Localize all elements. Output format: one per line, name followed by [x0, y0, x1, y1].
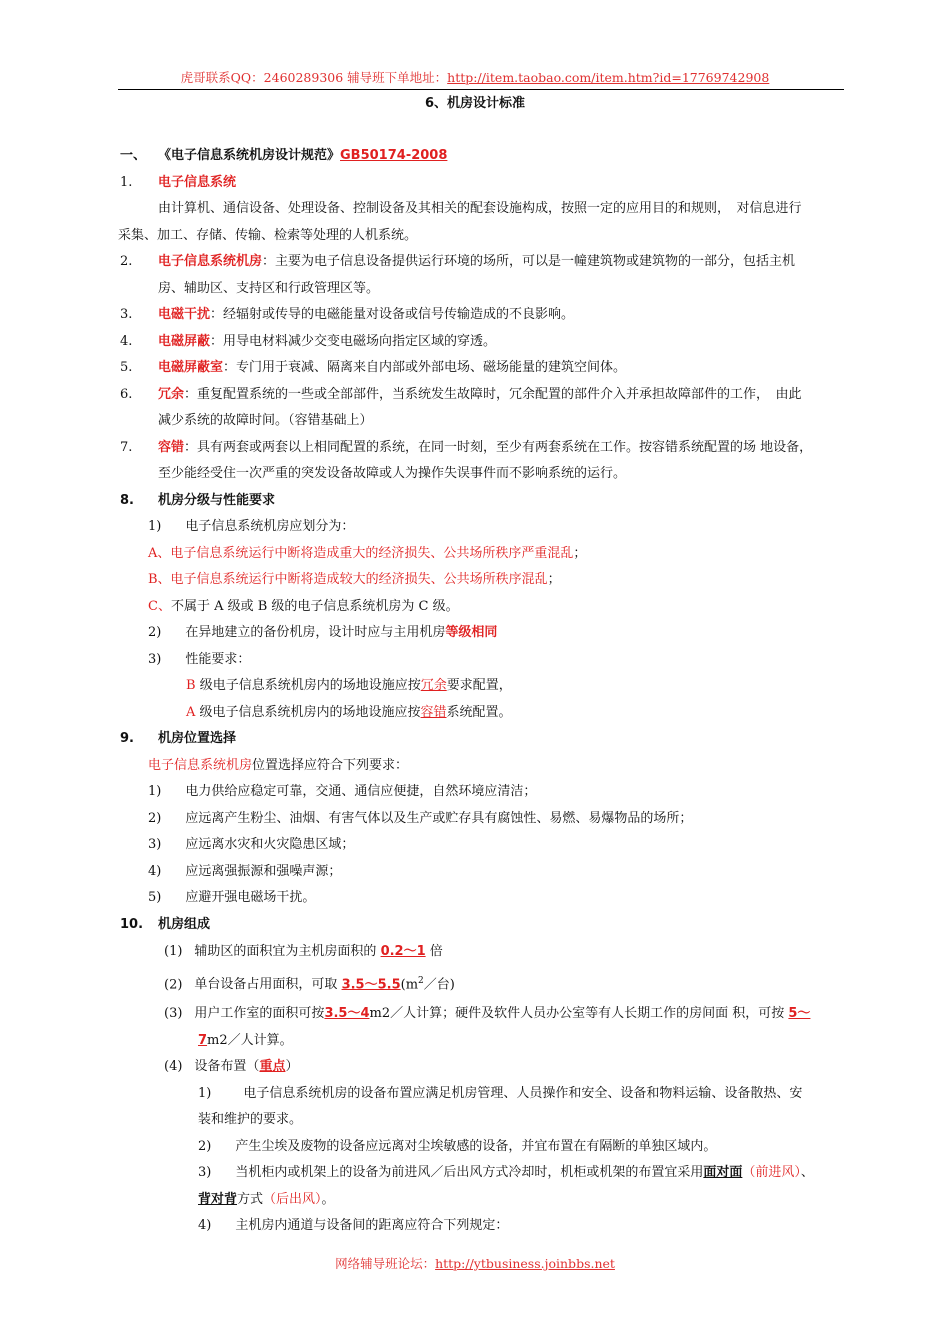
page-header — [0, 68, 950, 86]
definition-item: 2. 电子信息系统机房：主要为电子信息设备提供运行环境的场所，可以是一幢建筑物或建筑物的一部分，包括主机 — [120, 254, 796, 269]
definition-text: 减少系统的故障时间。（容错基础上） — [158, 413, 373, 428]
definition-text: 采集、加工、存储、传输、检索等处理的人机系统。 — [118, 227, 418, 243]
list-item: 1) 电力供给应稳定可靠，交通、通信应便捷，自然环境应清洁； — [148, 784, 537, 799]
definition-term: 电磁屏蔽 — [158, 333, 211, 349]
sub-list-item-continued: 装和维护的要求。 — [198, 1112, 303, 1128]
sub-list-item: 3) 当机柜内或机架上的设备为前进风／后出风方式冷却时，机柜或机架的布置宜采用面对面（前进风）、 — [198, 1165, 814, 1181]
sub-list-item-continued: 背对背方式（后出风）。 — [198, 1191, 335, 1207]
sub-list-item: 4) 主机房内通道与设备间的距离应符合下列规定： — [198, 1218, 509, 1234]
definition-term: 电子信息系统机房 — [158, 254, 263, 269]
grade-c-item: C、不属于 A 级或 B 级的电子信息系统机房为 C 级。 — [148, 598, 459, 614]
list-item: 4) 应远离强振源和强噪声源； — [148, 863, 342, 879]
list-item: (2) 单台设备占用面积，可取 $3.5\sim 5.5(m^2/$台) — [164, 976, 455, 993]
subsection-heading: 9. 机房位置选择 — [120, 731, 237, 746]
performance-b: B 级电子信息系统机房内的场地设施应按冗余要求配置， — [186, 678, 512, 693]
performance-a: A 级电子信息系统机房内的场地设施应按容错系统配置。 — [186, 704, 512, 720]
definition-text: 房、辅助区、支持区和行政管理区等。 — [158, 280, 380, 296]
list-item: 2) 应远离产生粉尘、油烟、有害气体以及生产或贮存具有腐蚀性、易燃、易爆物品的场所； — [148, 810, 693, 826]
list-item: 3) 性能要求： — [148, 651, 251, 667]
header-url-link[interactable]: http://item.taobao.com/item.htm?id=17769742908 — [447, 70, 770, 85]
list-item: 1) 电子信息系统机房应划分为： — [148, 519, 355, 534]
header-rule — [118, 89, 844, 90]
definition-term: 电子信息系统 — [158, 174, 237, 190]
page-footer — [0, 1254, 950, 1272]
definition-item: 1. 电子信息系统 — [120, 174, 237, 190]
definition-term: 电磁干扰 — [158, 307, 211, 322]
definition-item: 5. 电磁屏蔽室：专门用于衰减、隔离来自内部或外部电场、磁场能量的建筑空间体。 — [120, 360, 627, 375]
definition-term: 电磁屏蔽室 — [158, 360, 224, 375]
definition-item: 7. 容错：具有两套或两套以上相同配置的系统，在同一时刻，至少有两套系统在工作。按容错系统配置的场 地设备， — [120, 439, 813, 455]
definition-item: 3. 电磁干扰：经辐射或传导的电磁能量对设备或信号传输造成的不良影响。 — [120, 307, 575, 322]
header-contact: 虎哥联系QQ：2460289306 辅导班下单地址： — [180, 70, 448, 85]
grade-b-item: B、电子信息系统运行中断将造成较大的经济损失、公共场所秩序混乱； — [148, 572, 561, 587]
page-title: 6、机房设计标准 — [424, 96, 526, 111]
standard-code: GB50174-2008 — [340, 148, 448, 163]
footer-label: 网络辅导班论坛： — [335, 1256, 436, 1271]
list-item: (3) 用户工作室的面积可按3.5～4m2／人计算；硬件及软件人员办公室等有人长期工作的房间面 积，可按 5～ — [164, 1006, 811, 1022]
list-item: 2) 在异地建立的备份机房，设计时应与主用机房等级相同 — [148, 625, 498, 640]
sub-list-item: 1) 电子信息系统机房的设备布置应满足机房管理、人员操作和安全、设备和物料运输、设备散热、安 — [198, 1085, 803, 1101]
document-body — [118, 143, 844, 1240]
definition-item: 4. 电磁屏蔽：用导电材料减少交变电磁场向指定区域的穿透。 — [120, 333, 497, 349]
definition-text: 由计算机、通信设备、处理设备、控制设备及其相关的配套设施构成，按照一定的应用目的和规则， 对信息进行 — [158, 201, 802, 216]
list-item: 5) 应避开强电磁场干扰。 — [148, 890, 316, 905]
footer-url-link[interactable]: http://ytbusiness.joinbbs.net — [435, 1256, 615, 1271]
subsection-heading: 8. 机房分级与性能要求 — [120, 492, 276, 508]
definition-text: 至少能经受住一次严重的突发设备故障或人为操作失误事件而不影响系统的运行。 — [158, 466, 627, 481]
grade-a-item: A、电子信息系统运行中断将造成重大的经济损失、公共场所秩序严重混乱； — [148, 545, 587, 561]
definition-term: 容错 — [158, 439, 185, 455]
sub-list-item: 2) 产生尘埃及废物的设备应远离对尘埃敏感的设备，并宜布置在有隔断的单独区域内。 — [198, 1138, 717, 1154]
list-item: (4) 设备布置（重点） — [164, 1059, 299, 1075]
definition-item: 6. 冗余：重复配置系统的一些或全部部件，当系统发生故障时，冗余配置的部件介入并承担故障部件的工作， 由此 — [120, 386, 802, 402]
section-heading: 一、 《电子信息系统机房设计规范》GB50174-2008 — [120, 148, 448, 163]
list-item: (1) 辅助区的面积宜为主机房面积的 0.2～1 倍 — [164, 944, 443, 959]
section-intro: 电子信息系统机房位置选择应符合下列要求： — [148, 757, 409, 773]
subsection-heading: 10. 机房组成 — [120, 916, 211, 932]
definition-term: 冗余 — [158, 386, 185, 402]
list-item-continued: 7m2／人计算。 — [198, 1032, 293, 1048]
list-item: 3) 应远离水灾和火灾隐患区域； — [148, 837, 355, 852]
